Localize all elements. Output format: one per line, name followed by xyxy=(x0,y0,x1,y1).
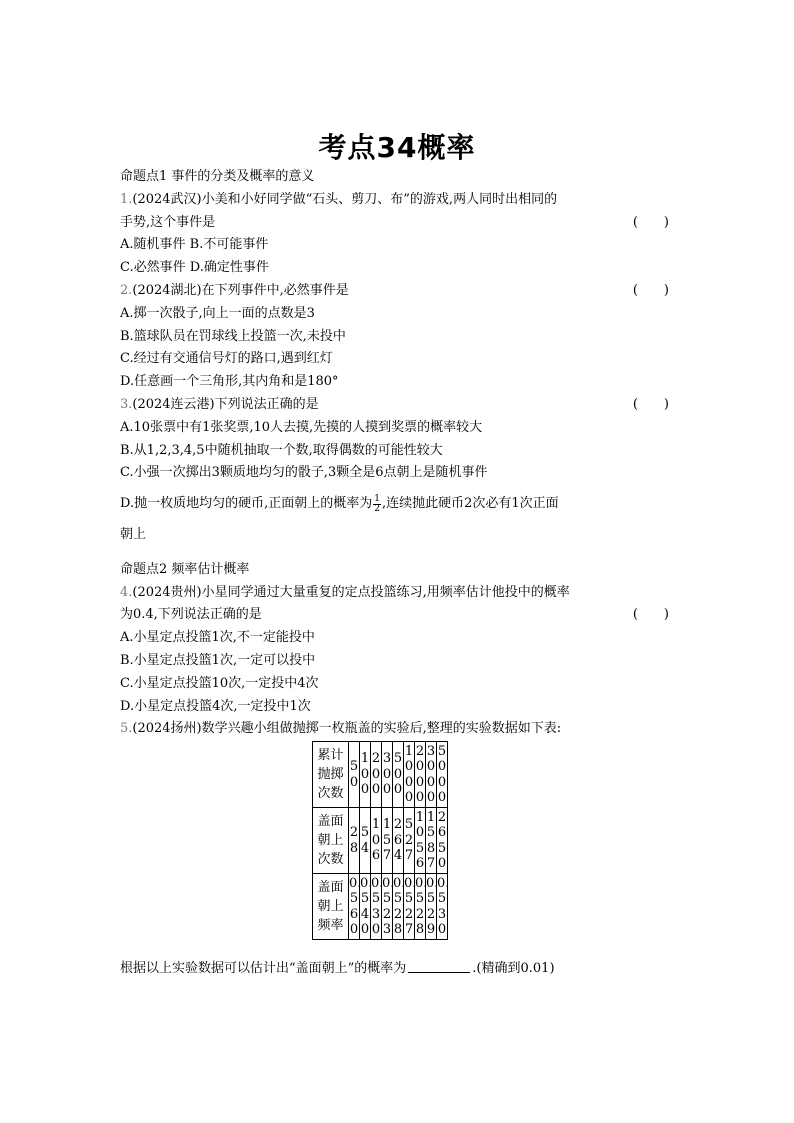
table-cell: 5000 xyxy=(437,743,447,806)
answer-parentheses: ( ) xyxy=(632,282,669,298)
question-2-option-d: D.任意画一个三角形,其内角和是180° xyxy=(120,374,339,390)
question-5-fill-in xyxy=(120,958,675,981)
section-heading-2: 命题点2 频率估计概率 xyxy=(120,561,250,577)
question-4-option-a: A.小星定点投篮1次,不一定能投中 xyxy=(120,630,315,646)
table-cell: 3000 xyxy=(426,743,436,806)
question-5-number: 5. xyxy=(120,721,133,737)
question-3-option-d-wrap: 朝上 xyxy=(120,526,147,542)
question-1-options-ab: A.随机事件 B.不可能事件 xyxy=(120,237,269,253)
table-cell: 106 xyxy=(371,817,381,864)
question-1-stem-cont: 手势,这个事件是 xyxy=(120,214,216,230)
question-3-number: 3. xyxy=(120,396,133,412)
table-cell: 0.529 xyxy=(426,875,439,938)
question-4-number: 4. xyxy=(120,584,133,600)
table-cell: 0.528 xyxy=(415,875,428,938)
question-5-precision: .(精确到0.01) xyxy=(472,961,555,977)
question-3-line-1 xyxy=(120,394,675,417)
question-4-line-2 xyxy=(120,604,675,627)
table-cell: 0.530 xyxy=(437,875,450,938)
question-2-number: 2. xyxy=(120,282,133,298)
table-cell: 2000 xyxy=(415,743,425,806)
table-cell: 100 xyxy=(360,751,370,798)
table-cell: 200 xyxy=(371,751,381,798)
question-2-source: (2024湖北) xyxy=(132,282,202,298)
table-cell: 500 xyxy=(393,751,403,798)
question-3-source: (2024连云港) xyxy=(132,396,215,412)
table-cell: 0.527 xyxy=(404,875,417,938)
question-1-number: 1. xyxy=(120,191,133,207)
table-cell: 0.528 xyxy=(393,875,406,938)
question-2-stem: 在下列事件中,必然事件是 xyxy=(201,282,349,298)
question-4-source: (2024贵州) xyxy=(132,584,202,600)
question-2-option-c: C.经过有交通信号灯的路口,遇到红灯 xyxy=(120,351,333,367)
answer-parentheses: ( ) xyxy=(632,214,669,230)
table-cell: 527 xyxy=(404,817,414,864)
question-1-line-1 xyxy=(120,189,675,212)
question-5-source: (2024扬州) xyxy=(132,721,202,737)
page-title: 考点34概率 xyxy=(318,131,476,164)
question-1-source: (2024武汉) xyxy=(132,191,202,207)
answer-parentheses: ( ) xyxy=(632,607,669,623)
question-5-line-1 xyxy=(120,718,675,741)
question-4-option-b: B.小星定点投篮1次,一定可以投中 xyxy=(120,652,316,668)
question-4-stem: 小星同学通过大量重复的定点投篮练习,用频率估计他投中的概率 xyxy=(201,584,570,600)
table-cell: 2650 xyxy=(437,809,447,872)
question-5-tail: 根据以上实验数据可以估计出“盖面朝上”的概率为 xyxy=(120,961,407,977)
table-cell: 0.540 xyxy=(360,875,373,938)
answer-blank[interactable] xyxy=(408,960,470,973)
question-4-stem-cont: 为0.4,下列说法正确的是 xyxy=(120,607,262,623)
table-row xyxy=(313,808,448,874)
question-content xyxy=(120,166,675,981)
section-heading-1: 命题点1 事件的分类及概率的意义 xyxy=(120,169,315,184)
question-3-option-c: C.小强一次掷出3颗质地均匀的骰子,3颗全是6点朝上是随机事件 xyxy=(120,465,488,481)
row-header-caps-up: 盖面朝上次数 xyxy=(313,808,349,874)
question-2-option-b: B.篮球队员在罚球线上投篮一次,未投中 xyxy=(120,328,346,344)
fraction-denominator: 2 xyxy=(374,504,380,515)
question-1-stem: 小美和小好同学做“石头、剪刀、布”的游戏,两人同时出相同的 xyxy=(201,191,558,207)
table-cell: 1587 xyxy=(426,809,436,872)
question-4-option-d: D.小星定点投篮4次,一定投中1次 xyxy=(120,698,311,714)
question-3-option-d-text-cont: ,连续抛此硬币2次必有1次正面 xyxy=(381,496,559,512)
question-3-option-d xyxy=(120,493,675,516)
question-2-line-1 xyxy=(120,280,675,303)
table-cell: 54 xyxy=(360,825,370,856)
table-cell: 1056 xyxy=(415,809,425,872)
question-3-option-b: B.从1,2,3,4,5中随机抽取一个数,取得偶数的可能性较大 xyxy=(120,442,443,458)
fraction-one-half xyxy=(373,495,381,514)
question-4-option-c: C.小星定点投篮10次,一定投中4次 xyxy=(120,675,319,691)
table-cell: 1000 xyxy=(404,743,414,806)
fraction-numerator: 1 xyxy=(374,494,380,505)
table-cell: 0.560 xyxy=(349,875,362,938)
table-cell: 28 xyxy=(349,825,359,856)
question-1-line-2 xyxy=(120,212,675,235)
table-row xyxy=(313,874,448,940)
question-3-option-a: A.10张票中有1张奖票,10人去摸,先摸的人摸到奖票的概率较大 xyxy=(120,419,483,435)
question-5-stem: 数学兴趣小组做抛掷一枚瓶盖的实验后,整理的实验数据如下表: xyxy=(201,721,562,737)
table-cell: 264 xyxy=(393,817,403,864)
question-1-options-cd: C.必然事件 D.确定性事件 xyxy=(120,260,269,276)
row-header-throws: 累计抛掷次数 xyxy=(313,742,349,808)
experiment-data-table xyxy=(312,741,448,940)
row-header-frequency: 盖面朝上频率 xyxy=(313,874,349,940)
question-2-option-a: A.掷一次骰子,向上一面的点数是3 xyxy=(120,305,315,321)
table-cell: 300 xyxy=(382,751,392,798)
question-3-stem: 下列说法正确的是 xyxy=(214,396,319,412)
table-cell: 0.530 xyxy=(371,875,384,938)
table-cell: 50 xyxy=(349,759,359,790)
table-cell: 157 xyxy=(382,817,392,864)
table-row xyxy=(313,742,448,808)
table-cell: 0.523 xyxy=(382,875,395,938)
question-4-line-1 xyxy=(120,582,675,605)
question-3-option-d-text: D.抛一枚质地均匀的硬币,正面朝上的概率为 xyxy=(120,496,373,512)
answer-parentheses: ( ) xyxy=(632,396,669,412)
